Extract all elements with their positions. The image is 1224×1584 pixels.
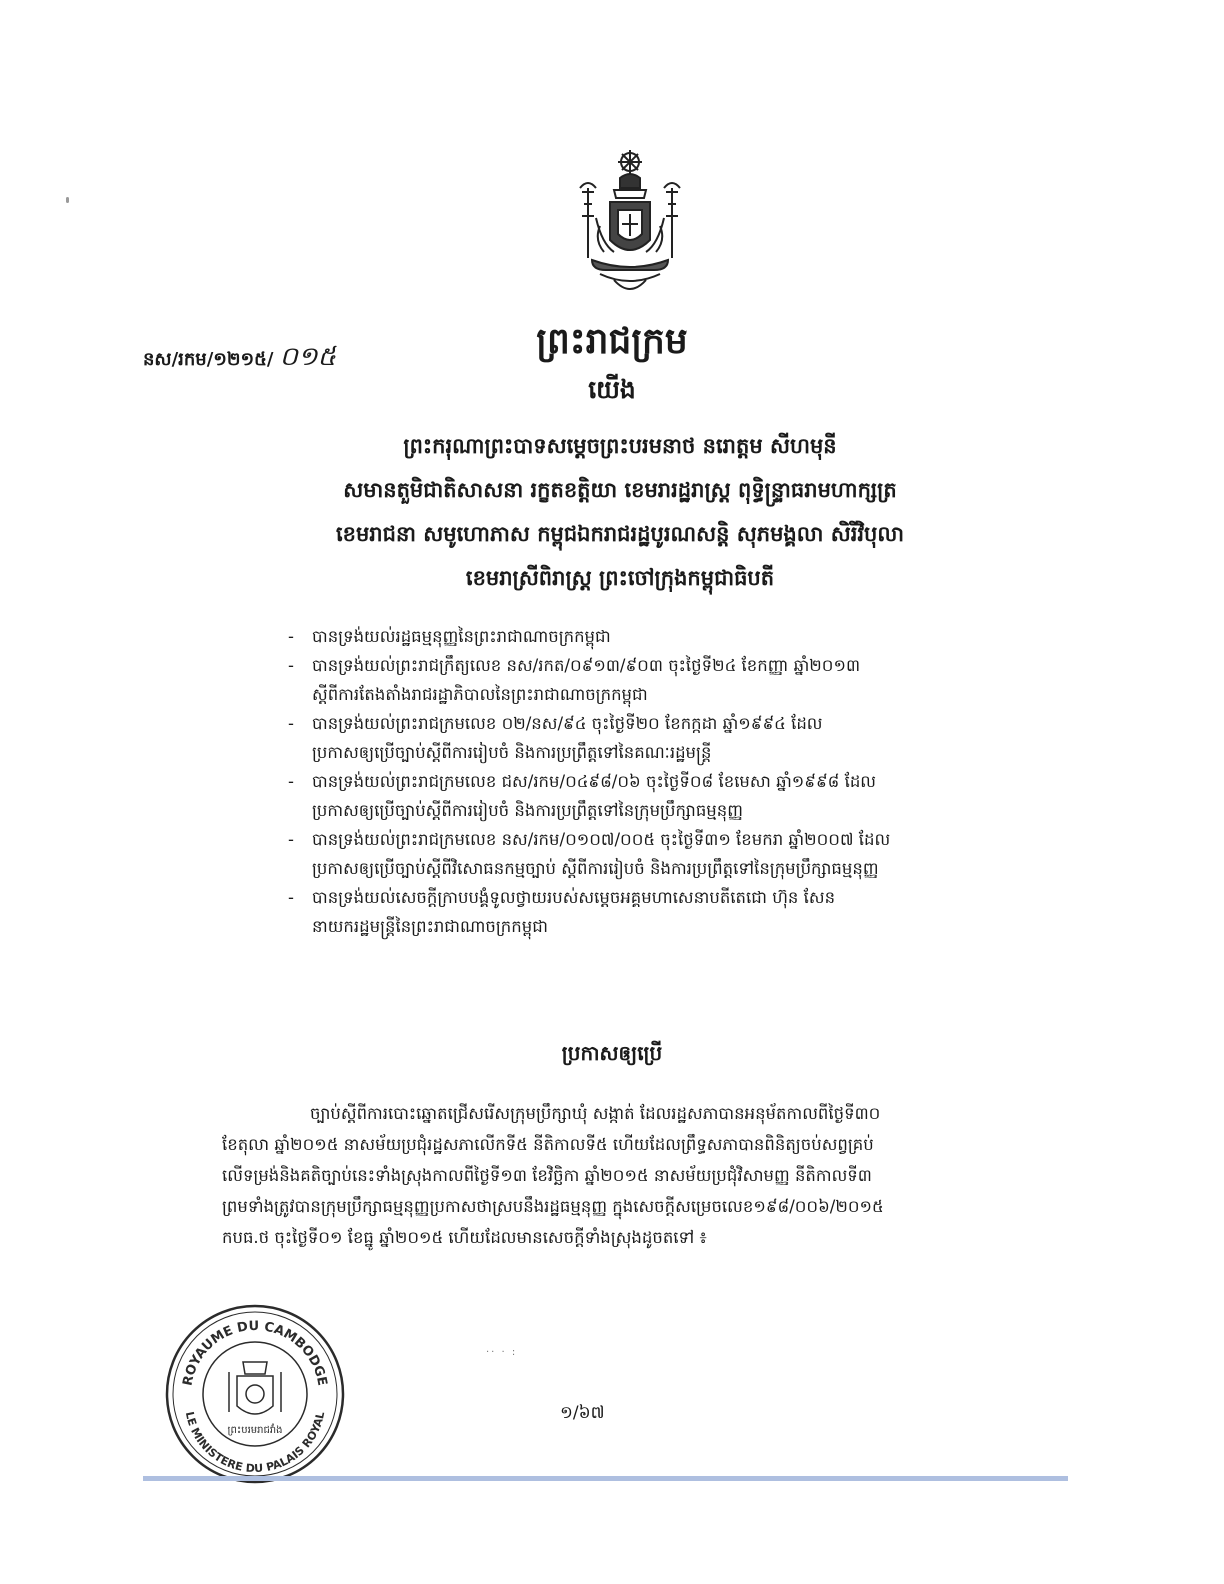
royal-preamble xyxy=(250,424,990,600)
list-item: - បានទ្រង់យល់សេចក្តីក្រាបបង្គំទូលថ្វាយរបស់សម្តេចអគ្គមហាសេនាបតីតេជោ ហ៊ុន សែន នាយករដ្ឋមន្ត្រីនៃព្រះរាជាណាចក្រកម្ពុជា xyxy=(288,883,988,941)
list-item-line: បានទ្រង់យល់ព្រះរាជក្រឹត្យលេខ នស/រកត/០៩១៣/៩០៣ ចុះថ្ងៃទី២៤ ខែកញ្ញា ឆ្នាំ២០១៣ xyxy=(312,656,861,675)
paragraph-line: ព្រមទាំងត្រូវបានក្រុមប្រឹក្សាធម្មនុញ្ញប្រកាសថាស្របនឹងរដ្ឋធម្មនុញ្ញ ក្នុងសេចក្តីសម្រេចលេខ១៩៨/០០៦/២០១៥ xyxy=(222,1197,884,1216)
preamble-line: ខេមរាជនា សមូហោភាស កម្ពុជឯករាជរដ្ឋបូរណសន្តិ សុភមង្គលា សិរីវិបុលា xyxy=(335,522,905,546)
scan-speck xyxy=(66,197,69,203)
paragraph-line: កបធ.ថ ចុះថ្ងៃទី០១ ខែធ្នូ ឆ្នាំ២០១៥ ហើយដែលមានសេចក្តីទាំងស្រុងដូចតទៅ ៖ xyxy=(222,1228,707,1247)
list-item-line: ប្រកាសឲ្យប្រើច្បាប់ស្តីពីការរៀបចំ និងការប្រព្រឹត្តទៅនៃគណៈរដ្ឋមន្ត្រី xyxy=(312,743,712,762)
list-item-line: បានទ្រង់យល់សេចក្តីក្រាបបង្គំទូលថ្វាយរបស់សម្តេចអគ្គមហាសេនាបតីតេជោ ហ៊ុន សែន xyxy=(312,888,836,907)
preamble-line: ខេមរាស្រីពិរាស្ត្រ ព្រះចៅក្រុងកម្ពុជាធិបតី xyxy=(465,566,775,590)
list-item: - បានទ្រង់យល់ព្រះរាជក្រឹត្យលេខ នស/រកត/០៩១៣/៩០៣ ចុះថ្ងៃទី២៤ ខែកញ្ញា ឆ្នាំ២០១៣ ស្តីពីការតែងតាំងរាជរដ្ឋាភិបាលនៃព្រះរាជាណាចក្រកម្ពុជា xyxy=(288,651,988,709)
list-item-line: ប្រកាសឲ្យប្រើច្បាប់ស្តីពីការរៀបចំ និងការប្រព្រឹត្តទៅនៃក្រុមប្រឹក្សាធម្មនុញ្ញ xyxy=(312,801,743,820)
seal-text-bottom: LE MINISTERE DU PALAIS ROYAL xyxy=(182,1410,328,1476)
decree-subtitle: យើង xyxy=(588,375,636,404)
stray-marks: ·· · : xyxy=(486,1347,518,1358)
list-item-line: បានទ្រង់យល់រដ្ឋធម្មនុញ្ញនៃព្រះរាជាណាចក្រកម្ពុជា xyxy=(312,627,611,646)
section-heading: ប្រកាសឲ្យប្រើ xyxy=(561,1041,663,1065)
royal-arms-icon xyxy=(574,148,686,298)
document-number-handwritten: ០១៥ xyxy=(279,342,336,372)
paragraph-line: ខែតុលា ឆ្នាំ២០១៥ នាសម័យប្រជុំរដ្ឋសភាលើកទី៥ នីតិកាលទី៥ ហើយដែលព្រឹទ្ធសភាបានពិនិត្យចប់សព្វគ្រប់ xyxy=(222,1135,874,1154)
paragraph-line: ច្បាប់ស្តីពីការបោះឆ្នោតជ្រើសរើសក្រុមប្រឹក្សាឃុំ សង្កាត់ ដែលរដ្ឋសភាបានអនុម័តកាលពីថ្ងៃទី៣០ xyxy=(310,1104,881,1123)
list-item-line: បានទ្រង់យល់ព្រះរាជក្រមលេខ ០២/នស/៩៤ ចុះថ្ងៃទី២០ ខែកក្កដា ឆ្នាំ១៩៩៤ ដែល xyxy=(312,714,823,733)
seal-text-top: ROYAUME DU CAMBODGE xyxy=(180,1318,330,1387)
list-item: - បានទ្រង់យល់រដ្ឋធម្មនុញ្ញនៃព្រះរាជាណាចក្រកម្ពុជា xyxy=(288,622,988,651)
document-number-label: នស/រកម/១២១៥/ xyxy=(143,349,274,370)
list-item-line: ប្រកាសឲ្យប្រើច្បាប់ស្តីពីវិសោធនកម្មច្បាប់ ស្តីពីការរៀបចំ និងការប្រព្រឹត្តទៅនៃក្រុមប្រឹក្សាធម្មនុញ្ញ xyxy=(312,859,879,878)
seal-inner-label: ព្រះបរមរាជវាំង xyxy=(227,1425,283,1436)
list-item: - បានទ្រង់យល់ព្រះរាជក្រមលេខ ០២/នស/៩៤ ចុះថ្ងៃទី២០ ខែកក្កដា ឆ្នាំ១៩៩៤ ដែល ប្រកាសឲ្យប្រើច្បាប់ស្តីពីការរៀបចំ និងការប្រព្រឹត្តទៅនៃគណៈរដ្ឋមន្ត្រី xyxy=(288,709,988,767)
page-number: ១/៦៧ xyxy=(560,1403,605,1423)
considerations-list xyxy=(288,622,988,941)
list-item: - បានទ្រង់យល់ព្រះរាជក្រមលេខ ជស/រកម/០៤៩៨/០៦ ចុះថ្ងៃទី០៨ ខែមេសា ឆ្នាំ១៩៩៨ ដែល ប្រកាសឲ្យប្រើច្បាប់ស្តីពីការរៀបចំ និងការប្រព្រឹត្តទៅនៃក្រុមប្រឹក្សាធម្មនុញ្ញ xyxy=(288,767,988,825)
preamble-line: ព្រះករុណាព្រះបាទសម្តេចព្រះបរមនាថ នរោត្តម សីហមុនី xyxy=(403,434,837,458)
royal-palace-seal-icon xyxy=(163,1302,348,1487)
svg-text:ROYAUME DU CAMBODGE xyxy=(180,1319,329,1387)
list-item-line: បានទ្រង់យល់ព្រះរាជក្រមលេខ ជស/រកម/០៤៩៨/០៦ ចុះថ្ងៃទី០៨ ខែមេសា ឆ្នាំ១៩៩៨ ដែល xyxy=(312,772,877,791)
footer-divider xyxy=(143,1476,1068,1481)
list-item-line: បានទ្រង់យល់ព្រះរាជក្រមលេខ នស/រកម/០១០៧/០០៥ ចុះថ្ងៃទី៣១ ខែមករា ឆ្នាំ២០០៧ ដែល xyxy=(312,830,891,849)
decree-title: ព្រះរាជក្រម xyxy=(536,321,688,362)
list-item: - បានទ្រង់យល់ព្រះរាជក្រមលេខ នស/រកម/០១០៧/០០៥ ចុះថ្ងៃទី៣១ ខែមករា ឆ្នាំ២០០៧ ដែល ប្រកាសឲ្យប្រើច្បាប់ស្តីពីវិសោធនកម្មច្បាប់ ស្តីពីការរៀបចំ និងការប្រព្រឹត្តទៅនៃក្រុមប្រឹក្សាធម្មនុញ្ញ xyxy=(288,825,988,883)
promulgation-paragraph xyxy=(222,1098,982,1253)
paragraph-line: លើទម្រង់និងគតិច្បាប់នេះទាំងស្រុងកាលពីថ្ងៃទី១៣ ខែវិច្ឆិកា ឆ្នាំ២០១៥ នាសម័យប្រជុំវិសាមញ្ញ នីតិកាលទី៣ xyxy=(222,1166,872,1185)
list-item-line: នាយករដ្ឋមន្ត្រីនៃព្រះរាជាណាចក្រកម្ពុជា xyxy=(312,917,548,936)
preamble-line: សមានតួមិជាតិសាសនា រក្ខតខត្តិយា ខេមរារដ្ឋរាស្ត្រ ពុទ្ធិន្ទ្រាធរាមហាក្សត្រ xyxy=(343,478,897,502)
list-item-line: ស្តីពីការតែងតាំងរាជរដ្ឋាភិបាលនៃព្រះរាជាណាចក្រកម្ពុជា xyxy=(312,685,648,704)
